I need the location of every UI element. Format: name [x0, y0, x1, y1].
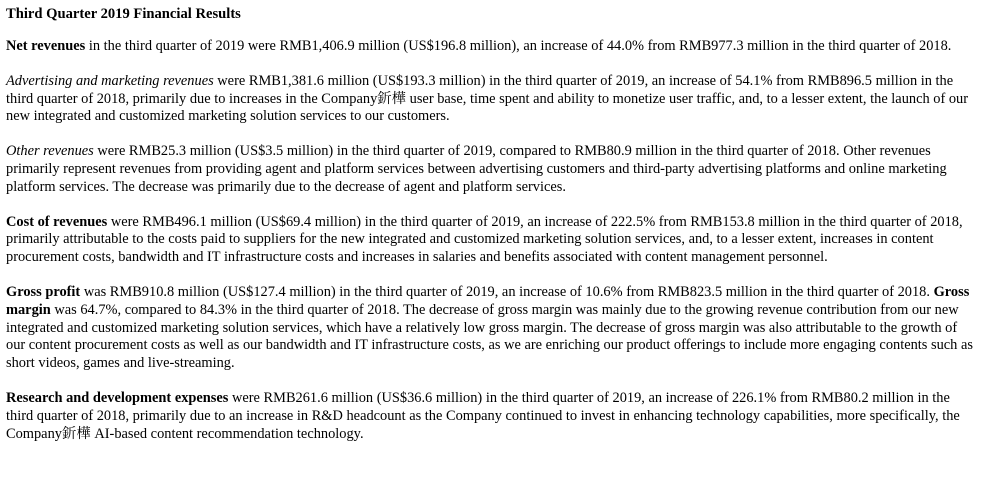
- paragraph-rd-expenses: [6, 390, 979, 443]
- term-advertising-revenues: Advertising and marketing revenues: [6, 72, 214, 89]
- section-title: Third Quarter 2019 Financial Results: [6, 6, 241, 22]
- paragraph-advertising-revenues: [6, 73, 979, 126]
- paragraph-body: were RMB25.3 million (US$3.5 million) in the third quarter of 2019, compared to RMB80.9 million in the third quarter of 2018. Other revenues primarily represent revenues from providing agent and platform services between advertising customers and third-party advertising platforms and online marketing platform services. The decrease was primarily due to the decrease of agent and platform services.: [6, 143, 947, 195]
- paragraph-body: were RMB261.6 million (US$36.6 million) in the third quarter of 2019, an increase of 226.1% from RMB80.2 million in the third quarter of 2018, primarily due to an increase in R&D headcount as the Company continued to invest in enhancing technology capabilities, more specifically, the Company釿樺 AI-based content recommendation technology.: [6, 389, 960, 442]
- paragraph-other-revenues: [6, 143, 979, 196]
- term-cost-of-revenues: Cost of revenues: [6, 213, 108, 230]
- paragraph-body: were RMB1,381.6 million (US$193.3 million) in the third quarter of 2019, an increase of 54.1% from RMB896.5 million in the third quarter of 2018, primarily due to increases in the Company釿樺 user base, time spent and ability to monetize user traffic, and, to a lesser extent, the launch of our new integrated and customized marketing solution services to our customers.: [6, 72, 969, 125]
- term-other-revenues: Other revenues: [6, 143, 94, 160]
- paragraph-cost-of-revenues: [6, 214, 979, 267]
- paragraph-body: in the third quarter of 2019 were RMB1,406.9 million (US$196.8 million), an increase of 44.0% from RMB977.3 million in the third quarter of 2018.: [85, 38, 952, 54]
- term-net-revenues: Net revenues: [6, 38, 86, 54]
- paragraph-body: was RMB910.8 million (US$127.4 million) in the third quarter of 2019, an increase of 10.6% from RMB823.5 million in the third quarter of 2018.: [80, 283, 934, 300]
- paragraph-body-continued: was 64.7%, compared to 84.3% in the third quarter of 2018. The decrease of gross margin was mainly due to the growing revenue contribution from our new integrated and customized marketing solution services, which have a relatively low gross margin. The decrease of gross margin was also attributable to the growth of our content procurement costs as well as our bandwidth and IT infrastructure costs, as we are enriching our product offerings to include more engaging contents such as short videos, games and live-streaming.: [6, 301, 973, 372]
- paragraph-gross-profit: [6, 284, 979, 373]
- term-gross-profit: Gross profit: [6, 283, 81, 300]
- paragraph-body: were RMB496.1 million (US$69.4 million) in the third quarter of 2019, an increase of 222.5% from RMB153.8 million in the third quarter of 2018, primarily attributable to the costs paid to suppliers for the new integrated and customized marketing solution services, and, to a lesser extent, increases in content procurement costs, bandwidth and IT infrastructure costs and increases in salaries and benefits associated with content management personnel.: [6, 213, 963, 266]
- term-gross-margin: Gross margin: [6, 283, 970, 318]
- term-rd-expenses: Research and development expenses: [6, 389, 229, 406]
- paragraph-net-revenues: [6, 38, 979, 56]
